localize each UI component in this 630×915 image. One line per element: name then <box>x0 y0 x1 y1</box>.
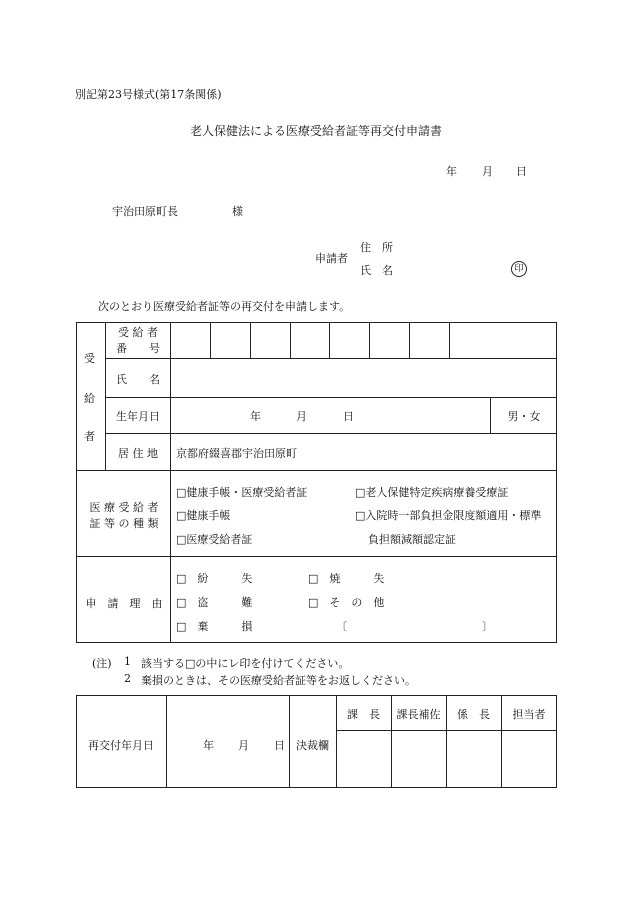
recipient-section-char-3: 者 <box>84 430 95 443</box>
row-line <box>105 433 557 434</box>
date-year: 年 <box>446 165 457 178</box>
label-divider <box>170 322 171 470</box>
note-1-number: 1 <box>124 655 131 668</box>
role-subsection-chief: 係 長 <box>457 708 490 721</box>
date-month: 月 <box>482 165 493 178</box>
number-cell-divider <box>210 322 211 358</box>
reissue-date-label: 再交付年月日 <box>88 739 154 752</box>
number-label-1: 受 給 者 <box>118 326 158 339</box>
note-1-text: 該当する□の中にレ印を付けてください。 <box>141 657 350 670</box>
reissue-day: 日 <box>274 739 285 752</box>
address-value: 京都府綴喜郡宇治田原町 <box>176 447 297 460</box>
role-section-chief: 課 長 <box>347 708 380 721</box>
cert-option-medical-cert[interactable]: □医療受給者証 <box>176 533 253 546</box>
applicant-label: 申請者 <box>315 252 348 265</box>
row-line <box>105 358 557 359</box>
reason-burned[interactable]: □ 焼 失 <box>308 572 385 585</box>
reason-lost[interactable]: □ 紛 失 <box>176 572 253 585</box>
recipient-section-char-2: 給 <box>84 392 95 405</box>
birth-month: 月 <box>296 410 307 423</box>
reissue-month: 月 <box>238 739 249 752</box>
sex-divider <box>490 397 491 433</box>
number-cell-divider <box>329 322 330 358</box>
number-label-2: 番 号 <box>116 342 160 355</box>
name-label: 氏 名 <box>116 373 160 386</box>
recipient-section-char-1: 受 <box>84 352 95 365</box>
decision-label: 決裁欄 <box>296 739 329 752</box>
birth-day: 日 <box>343 410 354 423</box>
reason-other[interactable]: □ そ の 他 <box>308 596 385 609</box>
form-title: 老人保健法による医療受給者証等再交付申請書 <box>190 124 443 138</box>
seal-mark: 印 <box>511 261 527 277</box>
cert-label-1: 医 療 受 給 者 <box>89 501 159 514</box>
reason-stolen[interactable]: □ 盗 難 <box>176 596 253 609</box>
row-line <box>76 470 557 471</box>
other-bracket-open: 〔 <box>336 620 347 633</box>
address-label: 居 住 地 <box>118 447 158 460</box>
applicant-address-label: 住 所 <box>360 241 393 254</box>
reason-damaged[interactable]: □ 棄 損 <box>176 620 253 633</box>
note-2-text: 棄損のときは、その医療受給者証等をお返しください。 <box>141 674 416 687</box>
applicant-name-label: 氏 名 <box>360 264 393 277</box>
note-2-number: 2 <box>124 672 131 685</box>
number-cell-divider <box>369 322 370 358</box>
reason-label: 申 請 理 由 <box>85 597 163 610</box>
role-deputy-chief: 課長補佐 <box>396 708 441 721</box>
cert-option-health-book-and-cert[interactable]: □健康手帳・医療受給者証 <box>176 486 308 499</box>
cert-option-reduction-cert: 負担額減額認定証 <box>368 533 456 546</box>
number-cell-divider <box>409 322 410 358</box>
addressee-name: 宇治田原町長 <box>112 205 178 218</box>
intro-text: 次のとおり医療受給者証等の再交付を申請します。 <box>98 300 351 313</box>
number-cell-divider <box>449 322 450 358</box>
notes-prefix: (注) <box>92 657 112 670</box>
approval-header-line <box>336 730 557 731</box>
cert-option-specific-disease[interactable]: □老人保健特定疾病療養受療証 <box>355 486 509 499</box>
cert-label-2: 証 等 の 種 類 <box>89 517 159 530</box>
cert-option-health-book[interactable]: □健康手帳 <box>176 509 231 522</box>
sex-options: 男・女 <box>507 410 541 423</box>
role-staff: 担当者 <box>512 708 546 721</box>
number-cell-divider <box>250 322 251 358</box>
section-divider <box>105 322 106 470</box>
birth-label: 生年月日 <box>116 410 160 423</box>
addressee-honorific: 様 <box>232 205 243 218</box>
date-day: 日 <box>516 165 527 178</box>
approval-divider <box>166 695 167 788</box>
other-bracket-close: 〕 <box>482 620 493 633</box>
reissue-year: 年 <box>203 739 214 752</box>
cert-option-hospital-limit[interactable]: □入院時一部負担金限度額適用・標準 <box>355 509 542 522</box>
birth-year: 年 <box>250 410 261 423</box>
cert-divider <box>170 470 171 643</box>
row-line <box>76 556 557 557</box>
number-cell-divider <box>290 322 291 358</box>
form-id: 別記第23号様式(第17条関係) <box>75 88 222 101</box>
